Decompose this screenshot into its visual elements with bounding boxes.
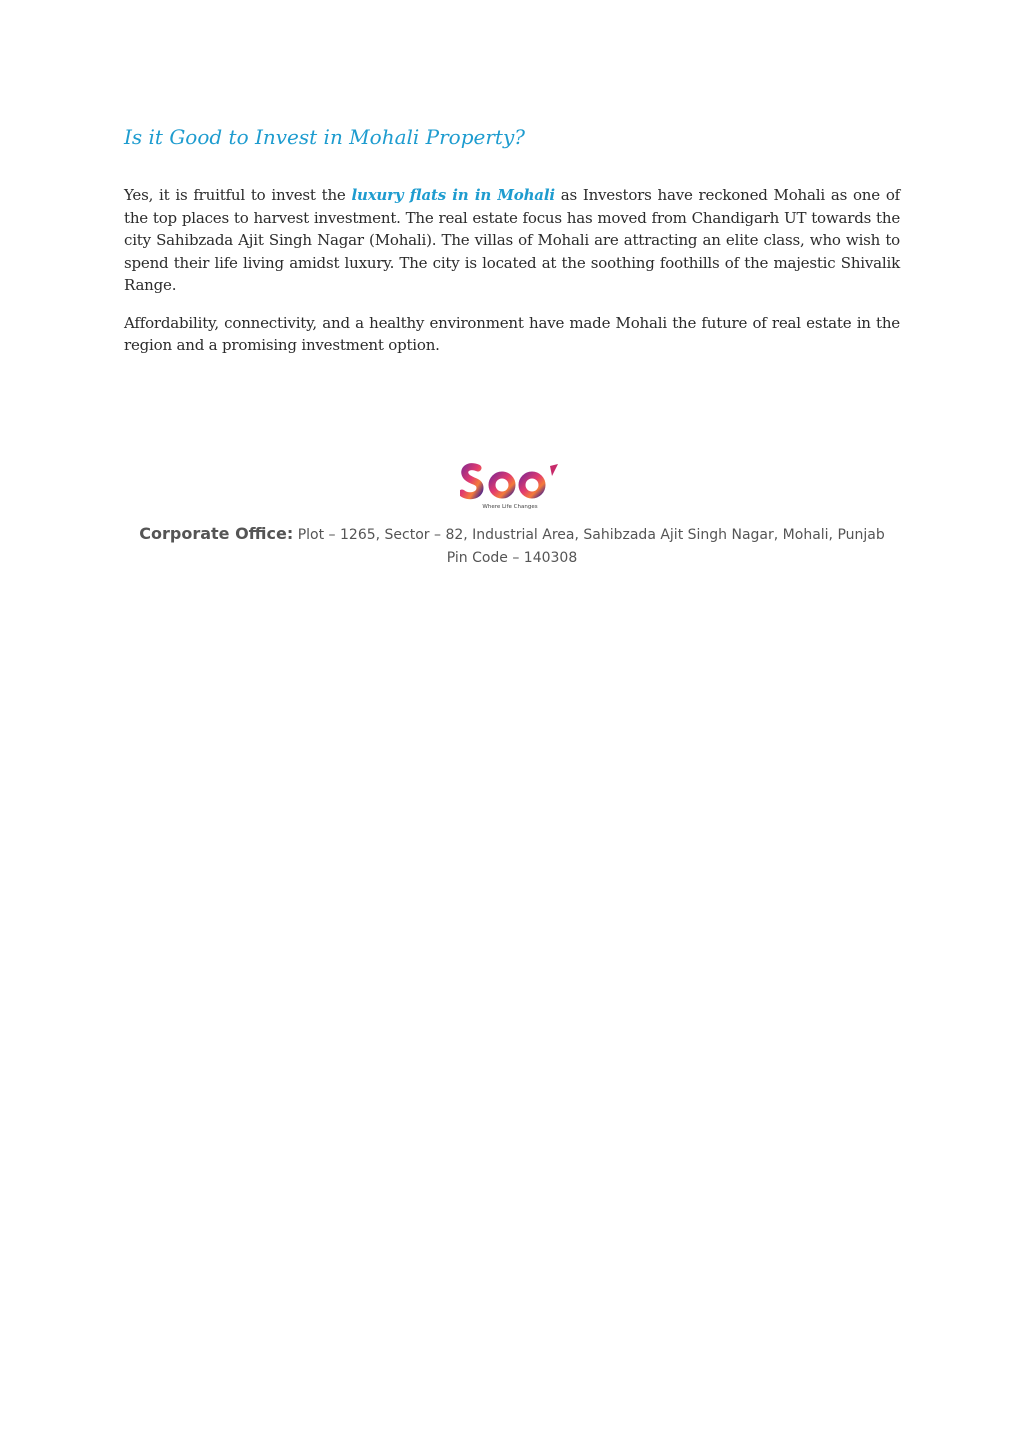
sbp-logo — [460, 458, 564, 510]
document-body — [124, 118, 900, 372]
address-line — [0, 522, 1024, 547]
page-title: Is it Good to Invest in Mohali Property? — [124, 125, 525, 149]
footer-address: Plot – 1265, Sector – 82, Industrial Area, Sahibzada Ajit Singh Nagar, Mohali, Punjab — [293, 527, 885, 543]
intro-text-after: as Investors have reckoned Mohali as one of the top places to harvest investment. The real estate focus has moved from Chandigarh UT towards the city Sahibzada Ajit Singh Nagar (Mohali). The villas of Mohali are attracting an elite class, who wish to spend their life living amidst luxury. The city is located at the soothing foothills of the majestic Shivalik Range. — [124, 186, 901, 294]
intro-text-before: Yes, it is fruitful to invest the — [124, 186, 352, 204]
logo-container — [0, 458, 1024, 510]
intro-paragraph — [124, 184, 900, 297]
pin-code: Pin Code – 140308 — [446, 550, 578, 566]
luxury-flats-link[interactable]: luxury flats in in Mohali — [351, 186, 555, 204]
second-paragraph: Affordability, connectivity, and a healthy environment have made Mohali the future of real estate in the region and a promising investment option. — [124, 313, 900, 354]
logo-tagline: Where Life Changes — [482, 504, 538, 510]
footer-label: Corporate Office: — [139, 524, 294, 543]
corporate-office-footer — [0, 522, 1024, 570]
